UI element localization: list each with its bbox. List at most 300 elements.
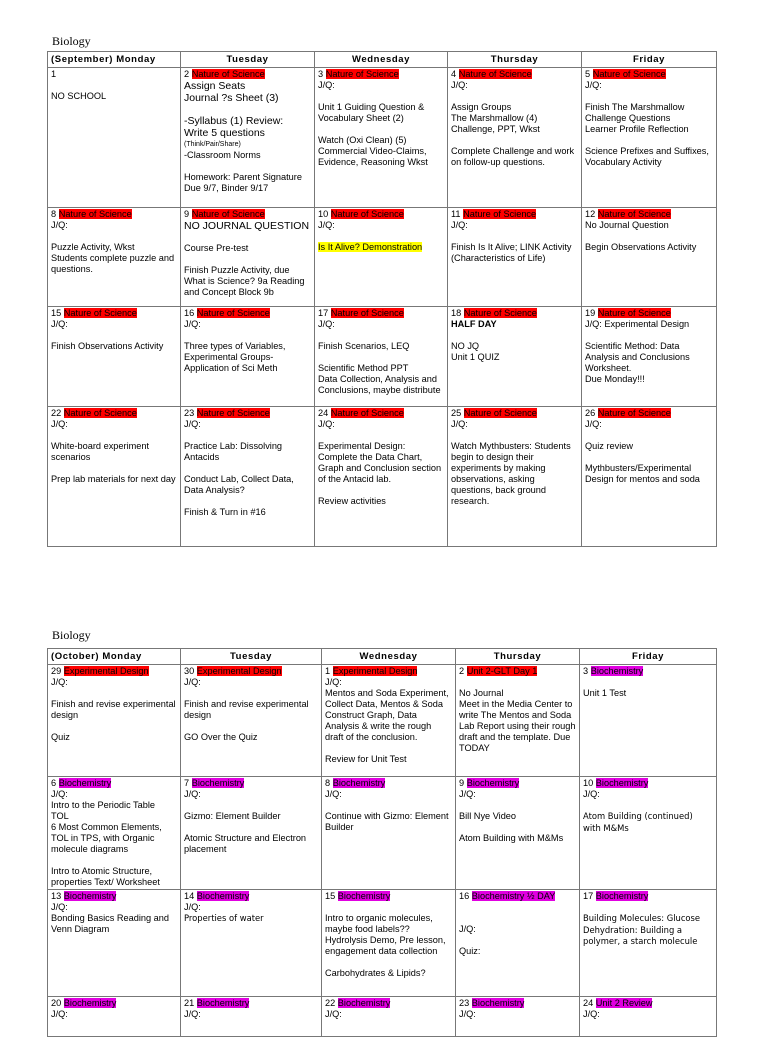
day-note: GO Over the Quiz (184, 732, 258, 742)
day-note (184, 496, 311, 507)
day-header: Tuesday (181, 649, 322, 665)
day-note: Finish Is It Alive; LINK Activity (Characteristics of Life) (451, 242, 572, 263)
day-note: Review activities (318, 496, 386, 506)
day-note (325, 957, 452, 968)
day-cell (315, 208, 448, 307)
day-note (318, 231, 444, 242)
day-note: J/Q: (51, 419, 68, 429)
day-note: Mythbusters/Experimental Design for mentos and soda (585, 463, 700, 484)
september-calendar (47, 51, 717, 547)
day-note: J/Q: (184, 319, 201, 329)
unit-tag: Nature of Science (330, 408, 404, 418)
day-cell (48, 777, 181, 890)
week-row (48, 68, 717, 208)
day-note: Construct Graph, Data Analysis & write the rough draft of the conclusion. (325, 710, 432, 742)
handwritten-note: Properties of water (184, 913, 264, 923)
day-number: 22 (325, 998, 336, 1008)
day-note: Due Monday!!! (585, 374, 645, 384)
day-cell (48, 208, 181, 307)
day-number: 8 (51, 209, 57, 219)
day-note: TOL (51, 811, 69, 821)
day-number: 20 (51, 998, 62, 1008)
day-note (585, 430, 713, 441)
day-note: Atom Building with M&Ms (459, 833, 564, 843)
day-number-line (585, 209, 713, 220)
day-header: Friday (580, 649, 717, 665)
day-cell (456, 665, 580, 777)
september-title: Biology (52, 34, 91, 48)
day-note: Write 5 questions (184, 127, 265, 139)
day-cell (181, 997, 322, 1037)
day-note: J/Q: (583, 1009, 600, 1019)
day-note: J/Q: (325, 789, 342, 799)
unit-tag: Biochemistry (337, 891, 391, 901)
day-note (585, 330, 713, 341)
day-note (325, 902, 452, 913)
day-note: -Classroom Norms (184, 150, 261, 160)
day-note: Learner Profile Reflection (585, 124, 689, 134)
unit-tag: Experimental Design (196, 666, 282, 676)
unit-tag: Experimental Design (332, 666, 418, 676)
day-header: Thursday (456, 649, 580, 665)
unit-tag: Nature of Science (191, 209, 265, 219)
day-cell (448, 407, 582, 547)
day-note: Gizmo: Element Builder (184, 811, 281, 821)
unit-tag: Nature of Science (58, 209, 132, 219)
day-number-line (325, 998, 452, 1009)
unit-tag: Biochemistry (63, 891, 117, 901)
day-note (318, 485, 444, 496)
day-number-line (184, 666, 318, 677)
day-note (51, 80, 177, 91)
day-number-line (325, 778, 452, 789)
day-note: (Think/Pair/Share) (184, 141, 241, 148)
day-note (184, 800, 318, 811)
day-number-line (51, 778, 177, 789)
day-note: Begin Observations Activity (585, 242, 697, 252)
day-header: Wednesday (315, 52, 448, 68)
day-note: -Syllabus (1) Review: (184, 115, 284, 127)
day-cell (48, 997, 181, 1037)
day-note: Intro to organic molecules, maybe food labels?? Hydrolysis Demo, Pre lesson, engagement data collection (325, 913, 446, 956)
day-note: NO JOURNAL QUESTION (184, 220, 310, 232)
day-number: 9 (459, 778, 465, 788)
day-number-line (451, 209, 578, 220)
unit-tag: Nature of Science (63, 408, 137, 418)
day-number-line (325, 891, 452, 902)
day-note: J/Q: (184, 419, 201, 429)
unit-tag: Nature of Science (330, 308, 404, 318)
day-note: Course Pre-test (184, 243, 249, 253)
day-note (51, 330, 177, 341)
day-note: J/Q: (451, 419, 468, 429)
day-cell (315, 307, 448, 407)
day-number-line (51, 308, 177, 319)
day-note: J/Q: (184, 1009, 201, 1019)
unit-tag: Nature of Science (330, 209, 404, 219)
day-note: NO JQ (451, 341, 480, 351)
day-note: Finish Scenarios, LEQ (318, 341, 410, 351)
day-note: HALF DAY (451, 319, 497, 329)
day-header: Thursday (448, 52, 582, 68)
day-note: J/Q: (318, 319, 335, 329)
unit-tag: Nature of Science (63, 308, 137, 318)
day-note (318, 430, 444, 441)
unit-tag: Biochemistry (590, 666, 644, 676)
day-note (459, 822, 576, 833)
day-number: 10 (318, 209, 329, 219)
day-number: 5 (585, 69, 591, 79)
day-note: J/Q: (51, 1009, 68, 1019)
day-note: Intro to the Periodic Table (51, 800, 156, 810)
day-note: Meet in the Media Center to write The Mentos and Soda Lab Report using their rough draft and the template. Due TODAY (459, 699, 576, 753)
day-number-line (51, 998, 177, 1009)
day-number-line (451, 408, 578, 419)
day-number: 10 (583, 778, 594, 788)
day-note (459, 800, 576, 811)
day-note: J/Q: (51, 220, 68, 230)
day-note: Watch (Oxi Clean) (5) Commercial Video-Claims, Evidence, Reasoning Wkst (318, 135, 428, 167)
day-number-line (184, 308, 311, 319)
day-note: Unit 1 Test (583, 688, 627, 698)
day-note: Finish Observations Activity (51, 341, 164, 351)
day-number-line (459, 891, 576, 902)
day-number-line (585, 308, 713, 319)
day-note: J/Q: (51, 902, 68, 912)
day-cell (322, 665, 456, 777)
day-note (451, 135, 578, 146)
day-number-line (451, 308, 578, 319)
day-number: 24 (583, 998, 594, 1008)
day-note (583, 800, 713, 811)
day-note: Quiz (51, 732, 70, 742)
day-number: 1 (325, 666, 331, 676)
day-number-line (184, 69, 311, 80)
unit-tag: Nature of Science (463, 209, 537, 219)
day-number-line (583, 666, 713, 677)
unit-tag: Experimental Design (63, 666, 149, 676)
day-number: 30 (184, 666, 195, 676)
day-note (184, 330, 311, 341)
day-cell (580, 665, 717, 777)
day-note: Bonding Basics Reading and Venn Diagram (51, 913, 169, 934)
unit-tag: Nature of Science (458, 69, 532, 79)
unit-tag: Nature of Science (196, 408, 270, 418)
day-note: Practice Lab: Dissolving Antacids (184, 441, 283, 462)
week-row (48, 997, 717, 1037)
day-note: J/Q: Experimental Design (585, 319, 690, 329)
day-note: 6 Most Common Elements, TOL in TPS, with Organic molecule diagrams (51, 822, 162, 854)
day-note: J/Q: (585, 80, 602, 90)
day-note: Complete Challenge and work on follow-up questions. (451, 146, 575, 167)
day-note (184, 161, 311, 172)
day-note: Science Prefixes and Suffixes, Vocabulary Activity (585, 146, 709, 167)
day-cell (580, 777, 717, 890)
october-calendar (47, 648, 717, 1037)
day-note (451, 330, 578, 341)
day-note: Three types of Variables, Experimental Groups-Application of Sci Meth (184, 341, 286, 373)
day-number-line (51, 891, 177, 902)
day-note: Finish The Marshmallow Challenge Questions (585, 102, 685, 123)
day-number: 29 (51, 666, 62, 676)
day-note (51, 430, 177, 441)
unit-tag: Unit 2-GLT Day 1 (466, 666, 538, 676)
day-number: 6 (51, 778, 57, 788)
day-cell (580, 890, 717, 997)
day-note: Homework: Parent Signature Due 9/7, Binder 9/17 (184, 172, 302, 193)
day-note: J/Q: (51, 677, 68, 687)
day-note: J/Q: (585, 419, 602, 429)
day-cell (456, 890, 580, 997)
day-cell (181, 777, 322, 890)
day-note (583, 677, 713, 688)
day-cell (181, 68, 315, 208)
day-note: J/Q: (451, 220, 468, 230)
day-note: What is Science? 9a Reading and Concept Block 9b (184, 276, 305, 297)
unit-tag: Biochemistry (595, 778, 649, 788)
day-cell (181, 307, 315, 407)
day-note (184, 430, 311, 441)
day-number: 2 (184, 69, 190, 79)
day-number: 26 (585, 408, 596, 418)
day-number: 23 (184, 408, 195, 418)
day-note (451, 91, 578, 102)
day-number-line (459, 998, 576, 1009)
day-cell (315, 68, 448, 208)
day-number: 15 (325, 891, 336, 901)
day-note: Watch Mythbusters: Students begin to design their experiments by making observations, asking questions, back ground research. (451, 441, 571, 506)
unit-tag: Unit 2 Review (595, 998, 653, 1008)
day-note (583, 902, 713, 913)
day-note: J/Q: (184, 902, 201, 912)
day-note (451, 430, 578, 441)
day-cell (582, 68, 717, 208)
day-note: Atomic Structure and Electron placement (184, 833, 307, 854)
handwritten-note: Dehydration: Building a polymer, a starch molecule (583, 924, 698, 946)
day-note: Carbohydrates & Lipids? (325, 968, 426, 978)
day-header: Tuesday (181, 52, 315, 68)
day-cell (181, 665, 322, 777)
day-number: 12 (585, 209, 596, 219)
unit-tag: Nature of Science (592, 69, 666, 79)
week-row (48, 407, 717, 547)
day-cell (456, 777, 580, 890)
day-number-line (51, 666, 177, 677)
day-number: 22 (51, 408, 62, 418)
day-note: J/Q: (51, 319, 68, 329)
day-note: Quiz review (585, 441, 633, 451)
day-note: J/Q: (459, 1009, 476, 1019)
october-title: Biology (52, 628, 91, 642)
day-note (459, 677, 576, 688)
highlight-text: Is It Alive? Demonstration (318, 242, 423, 252)
unit-tag: Nature of Science (597, 209, 671, 219)
day-note: J/Q: (318, 80, 335, 90)
day-note: No Journal Question (585, 220, 669, 230)
day-note (51, 721, 177, 732)
day-cell (48, 307, 181, 407)
day-number: 14 (184, 891, 195, 901)
day-note: Unit 1 QUIZ (451, 352, 500, 362)
unit-tag: Nature of Science (463, 308, 537, 318)
day-note: J/Q: (318, 220, 335, 230)
day-note (184, 822, 318, 833)
day-note: Quiz: (459, 946, 481, 956)
day-note: Finish & Turn in #16 (184, 507, 266, 517)
unit-tag: Nature of Science (463, 408, 537, 418)
day-note: Experimental Design: Complete the Data Chart, Graph and Conclusion section of the Antacid lab. (318, 441, 442, 484)
day-note: Scientific Method: Data Analysis and Conclusions Worksheet. (585, 341, 690, 373)
day-note (318, 124, 444, 135)
day-note: The Marshmallow (4) Challenge, PPT, Wkst (451, 113, 540, 134)
unit-tag: Nature of Science (191, 69, 265, 79)
day-number-line (318, 308, 444, 319)
day-note (184, 254, 311, 265)
day-cell (48, 68, 181, 208)
day-note (51, 463, 177, 474)
day-number-line (184, 998, 318, 1009)
day-note (184, 688, 318, 699)
day-note: J/Q: (51, 789, 68, 799)
day-note: White-board experiment scenarios (51, 441, 150, 462)
day-note: Finish and revise experimental design (184, 699, 309, 720)
day-note (585, 452, 713, 463)
day-note (51, 231, 177, 242)
day-cell (48, 407, 181, 547)
unit-tag: Biochemistry (58, 778, 112, 788)
day-note: Intro to Atomic Structure, properties Text/ Worksheet (51, 866, 160, 887)
day-note: Finish Puzzle Activity, due (184, 265, 290, 275)
day-note: Assign Groups (451, 102, 512, 112)
day-note: Scientific Method PPT (318, 363, 409, 373)
day-number-line (459, 778, 576, 789)
week-row (48, 777, 717, 890)
unit-tag: Nature of Science (196, 308, 270, 318)
unit-tag: Biochemistry ½ DAY (471, 891, 556, 901)
day-note (318, 91, 444, 102)
week-row (48, 307, 717, 407)
day-note (459, 913, 576, 924)
day-number: 3 (318, 69, 324, 79)
day-note: J/Q: (451, 80, 468, 90)
day-note: J/Q: (184, 677, 201, 687)
day-number-line (184, 891, 318, 902)
unit-tag: Biochemistry (332, 778, 386, 788)
day-cell (48, 665, 181, 777)
day-number: 9 (184, 209, 190, 219)
day-note: J/Q: (459, 789, 476, 799)
highlighted-note (318, 242, 444, 253)
day-number: 15 (51, 308, 62, 318)
day-note (51, 688, 177, 699)
day-number-line (318, 408, 444, 419)
day-cell (181, 407, 315, 547)
day-note: Review for Unit Test (325, 754, 407, 764)
day-cell (582, 208, 717, 307)
day-number-line (318, 209, 444, 220)
day-note (585, 135, 713, 146)
day-note: J/Q: (184, 789, 201, 799)
unit-tag: Biochemistry (196, 998, 250, 1008)
day-number: 23 (459, 998, 470, 1008)
day-note: Finish and revise experimental design (51, 699, 176, 720)
day-note: Data Collection, Analysis and Conclusions, maybe distribute (318, 374, 441, 395)
day-number-line (325, 666, 452, 677)
day-cell (448, 208, 582, 307)
handwritten-note: Atom Building (continued) with M&Ms (583, 811, 693, 833)
week-row (48, 208, 717, 307)
day-note (184, 232, 311, 243)
day-cell (48, 890, 181, 997)
day-number: 17 (583, 891, 594, 901)
day-note (459, 935, 576, 946)
day-number-line (184, 408, 311, 419)
day-number: 4 (451, 69, 457, 79)
day-number-line (51, 209, 177, 220)
day-note (459, 902, 576, 913)
day-header: (October) Monday (48, 649, 181, 665)
day-note: Continue with Gizmo: Element Builder (325, 811, 449, 832)
day-note (325, 800, 452, 811)
day-note: Unit 1 Guiding Question & Vocabulary Sheet (2) (318, 102, 425, 123)
day-note (451, 231, 578, 242)
day-note: J/Q: (459, 924, 476, 934)
day-number: 17 (318, 308, 329, 318)
day-number: 1 (51, 69, 57, 79)
day-cell (448, 307, 582, 407)
day-cell (322, 997, 456, 1037)
day-note (184, 721, 318, 732)
day-note (585, 231, 713, 242)
day-note (318, 352, 444, 363)
day-number-line (459, 666, 576, 677)
day-header: (September) Monday (48, 52, 181, 68)
week-row (48, 665, 717, 777)
day-note: Conduct Lab, Collect Data, Data Analysis? (184, 474, 294, 495)
unit-tag: Biochemistry (63, 998, 117, 1008)
day-cell (322, 890, 456, 997)
day-number: 21 (184, 998, 195, 1008)
day-note: J/Q: (583, 789, 600, 799)
day-cell (582, 307, 717, 407)
day-note: J/Q: (325, 1009, 342, 1019)
day-note (51, 855, 177, 866)
unit-tag: Biochemistry (196, 891, 250, 901)
day-number: 16 (184, 308, 195, 318)
unit-tag: Biochemistry (337, 998, 391, 1008)
day-number: 24 (318, 408, 329, 418)
day-number: 16 (459, 891, 470, 901)
unit-tag: Biochemistry (466, 778, 520, 788)
day-note: Puzzle Activity, Wkst (51, 242, 135, 252)
unit-tag: Nature of Science (325, 69, 399, 79)
handwritten-note: Building Molecules: Glucose (583, 913, 701, 923)
unit-tag: Nature of Science (597, 308, 671, 318)
day-header: Wednesday (322, 649, 456, 665)
day-number: 11 (451, 209, 461, 219)
day-number-line (585, 69, 713, 80)
day-cell (322, 777, 456, 890)
day-note: Mentos and Soda Experiment, Collect Data, Mentos & Soda (325, 688, 449, 709)
day-number-line (585, 408, 713, 419)
day-number: 7 (184, 778, 190, 788)
day-note: Students complete puzzle and questions. (51, 253, 175, 274)
day-note: Bill Nye Video (459, 811, 517, 821)
day-cell (181, 208, 315, 307)
day-number: 2 (459, 666, 465, 676)
day-cell (181, 890, 322, 997)
day-note: J/Q: (325, 677, 342, 687)
